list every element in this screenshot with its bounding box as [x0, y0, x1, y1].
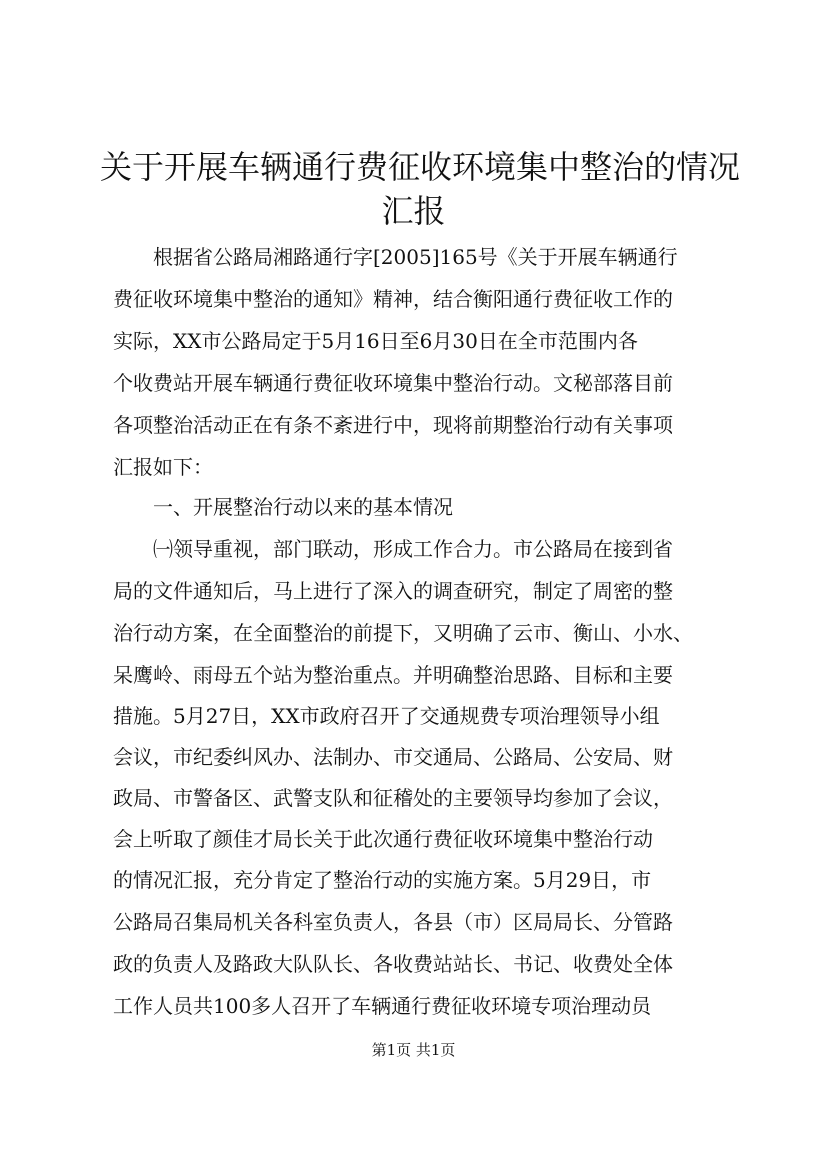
body-line: 根据省公路局湘路通行字[2005]165号《关于开展车辆通行: [113, 245, 678, 269]
body-line: 局的文件通知后，马上进行了深入的调查研究，制定了周密的整: [113, 579, 673, 603]
document-title-line-1: 关于开展车辆通行费征收环境集中整治的情况: [100, 148, 741, 186]
body-line: 实际，XX市公路局定于5月16日至6月30日在全市范围内各: [113, 329, 638, 353]
body-line: 个收费站开展车辆通行费征收环境集中整治行动。文秘部落目前: [113, 371, 673, 395]
body-line: 的情况汇报，充分肯定了整治行动的实施方案。5月29日，市: [113, 868, 652, 892]
body-line: 费征收环境集中整治的通知》精神，结合衡阳通行费征收工作的: [113, 287, 673, 311]
body-line: 措施。5月27日，XX市政府召开了交通规费专项治理领导小组: [113, 704, 660, 728]
body-line: 政局、市警备区、武警支队和征稽处的主要领导均参加了会议，: [113, 786, 673, 810]
body-line: 各项整治活动正在有条不紊进行中，现将前期整治行动有关事项: [113, 413, 673, 437]
body-line: 会上听取了颜佳才局长关于此次通行费征收环境集中整治行动: [113, 827, 653, 851]
section-heading: 一、开展整治行动以来的基本情况: [113, 495, 453, 519]
body-line: 政的负责人及路政大队队长、各收费站站长、书记、收费处全体: [113, 952, 673, 976]
body-line: ㈠领导重视，部门联动，形成工作合力。市公路局在接到省: [113, 537, 673, 561]
body-line: 汇报如下：: [113, 455, 213, 479]
body-line: 公路局召集局机关各科室负责人，各县（市）区局局长、分管路: [113, 910, 673, 934]
body-line: 治行动方案，在全面整治的前提下，又明确了云市、衡山、小水、: [113, 621, 693, 645]
page-footer: 第1页 共1页: [371, 1041, 456, 1059]
body-line: 呆鹰岭、雨母五个站为整治重点。并明确整治思路、目标和主要: [113, 663, 673, 687]
body-line: 会议，市纪委纠风办、法制办、市交通局、公路局、公安局、财: [113, 745, 673, 769]
body-line: 工作人员共100多人召开了车辆通行费征收环境专项治理动员: [113, 994, 652, 1018]
document-title-line-2: 汇报: [381, 192, 446, 230]
